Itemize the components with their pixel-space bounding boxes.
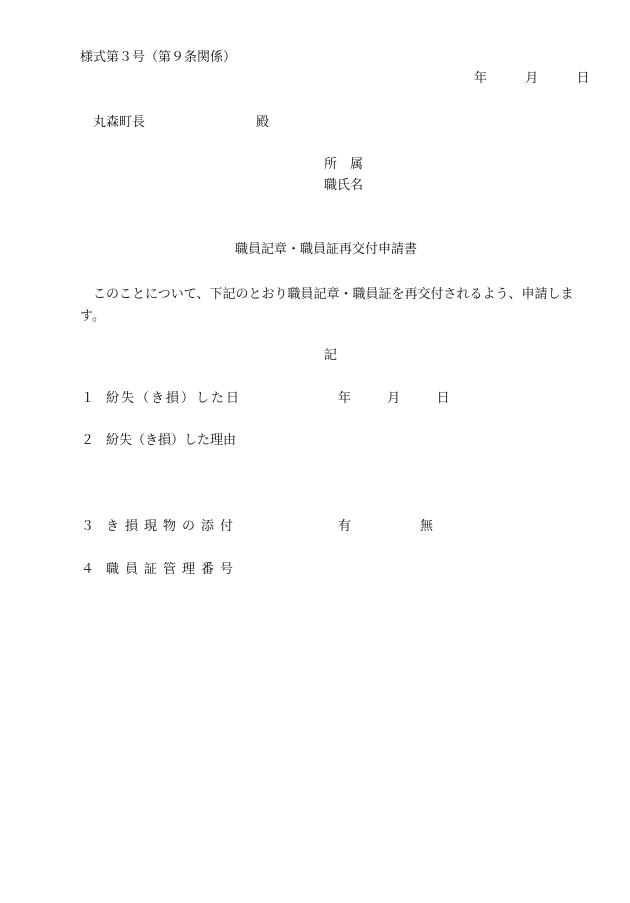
addressee-name: 丸森町長 bbox=[93, 115, 146, 130]
header-date-month: 月 bbox=[525, 71, 539, 86]
document-title: 職員記章・職員証再交付申請書 bbox=[235, 242, 418, 257]
item-1-label: 紛失（き損）した日 bbox=[106, 391, 242, 406]
item-1-number: １ bbox=[81, 391, 95, 406]
addressee-honorific: 殿 bbox=[256, 115, 270, 130]
affiliation-label: 所 属 bbox=[324, 157, 364, 172]
header-date-day: 日 bbox=[576, 71, 590, 86]
header-date bbox=[474, 71, 590, 87]
item-3-label: き損現物の添付 bbox=[106, 519, 240, 534]
item-1-date-day: 日 bbox=[436, 391, 450, 406]
item-4-number: ４ bbox=[81, 562, 95, 577]
item-3-number: ３ bbox=[81, 519, 95, 534]
item-4-label: 職員証管理番号 bbox=[106, 562, 240, 577]
item-1-date-year: 年 bbox=[338, 391, 352, 406]
ki-label: 記 bbox=[324, 348, 338, 363]
item-2-label: 紛失（き損）した理由 bbox=[106, 433, 237, 448]
header-date-year: 年 bbox=[474, 71, 488, 86]
body-paragraph: このことについて、下記のとおり職員記章・職員証を再交付されるよう、申請します。 bbox=[80, 287, 574, 324]
item-2-number: ２ bbox=[81, 433, 95, 448]
item-3-option-yes: 有 bbox=[338, 519, 352, 534]
item-1-date bbox=[338, 391, 450, 407]
form-number: 様式第３号（第９条関係） bbox=[80, 50, 237, 65]
item-3-option-no: 無 bbox=[420, 519, 434, 534]
staff-name-label: 職氏名 bbox=[324, 178, 364, 193]
item-1-date-month: 月 bbox=[387, 391, 401, 406]
